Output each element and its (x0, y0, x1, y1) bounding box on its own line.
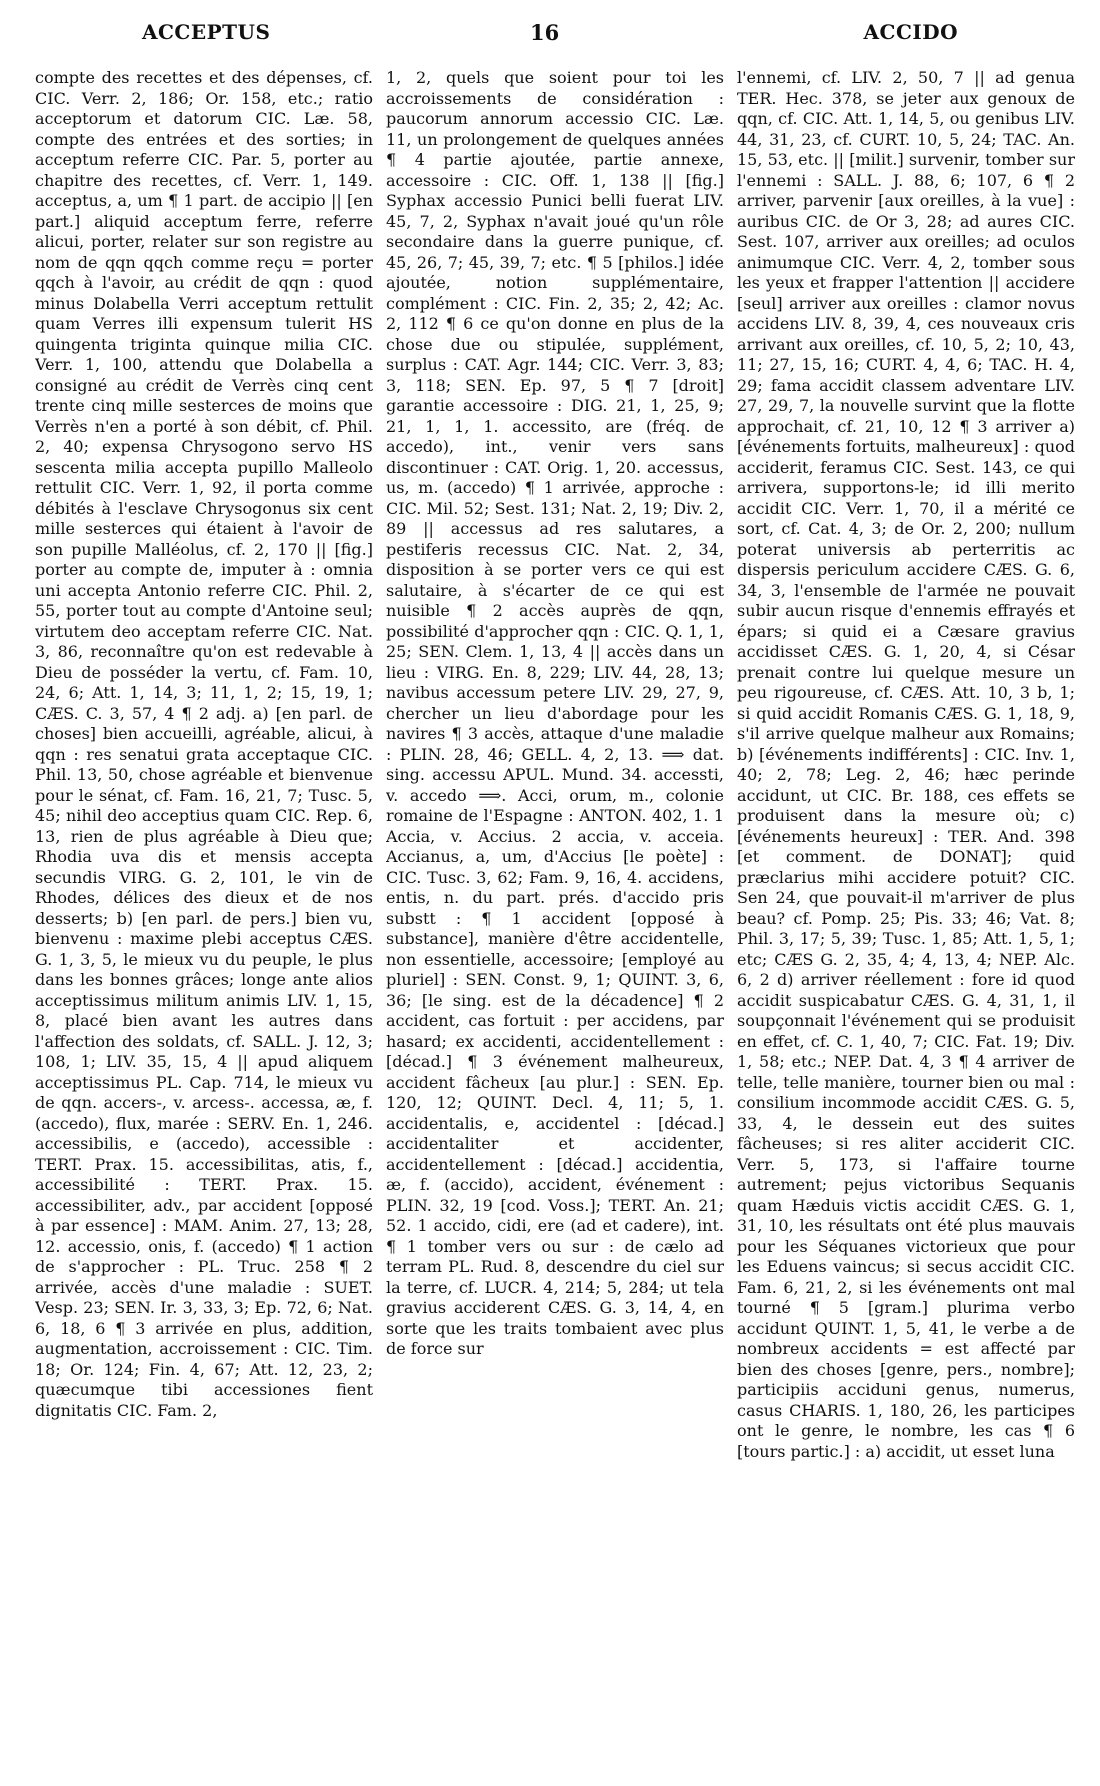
text-column-1 (35, 68, 373, 1768)
page-number: 16 (530, 20, 560, 45)
column-2-text: 1, 2, quels que soient pour toi les accroissements de considération : paucorum annorum accessio CIC. Læ. 11, un prolongement de quelques années ¶ 4 partie ajoutée, partie annexe, accessoire : CIC. Off. 1, 138 || [fig.] Syphax accessio Punici belli fuerat LIV. 45, 7, 2, Syphax n'avait joué qu'un rôle secondaire dans la guerre punique, cf. 45, 26, 7; 45, 39, 7; etc. ¶ 5 [philos.] idée ajoutée, notion supplémentaire, complément : CIC. Fin. 2, 35; 2, 42; Ac. 2, 112 ¶ 6 ce qu'on donne en plus de la chose due ou stipulée, supplément, surplus : CAT. Agr. 144; CIC. Verr. 3, 83; 3, 118; SEN. Ep. 97, 5 ¶ 7 [droit] garantie accessoire : DIG. 21, 1, 25, 9; 21, 1, 1, 1. accessito, are (fréq. de accedo), int., venir vers sans discontinuer : CAT. Orig. 1, 20. accessus, us, m. (accedo) ¶ 1 arrivée, approche : CIC. Mil. 52; Sest. 131; Nat. 2, 19; Div. 2, 89 || accessus ad res salutares, a pestiferis recessus CIC. Nat. 2, 34, disposition à se porter vers ce qui est salutaire, à s'écarter de ce qui est nuisible ¶ 2 accès auprès de qqn, possibilité d'approcher qqn : CIC. Q. 1, 1, 25; SEN. Clem. 1, 13, 4 || accès dans un lieu : VIRG. En. 8, 229; LIV. 44, 28, 13; navibus accessum petere LIV. 29, 27, 9, chercher un lieu d'abordage pour les navires ¶ 3 accès, attaque d'une maladie : PLIN. 28, 46; GELL. 4, 2, 13. ⟹ dat. sing. accessu APUL. Mund. 34. accessti, v. accedo ⟹. Acci, orum, m., colonie romaine de l'Espagne : ANTON. 402, 1. 1 Accia, v. Accius. 2 accia, v. acceia. Accianus, a, um, d'Accius [le poète] : CIC. Tusc. 3, 62; Fam. 9, 16, 4. accidens, entis, n. du part. prés. d'accido pris substt : ¶ 1 accident [opposé à substance], manière d'être accidentelle, non essentielle, accessoire; [employé au pluriel] : SEN. Const. 9, 1; QUINT. 3, 6, 36; [le sing. est de la décadence] ¶ 2 accident, cas fortuit : per accidens, par hasard; ex accidenti, accidentellement : [décad.] ¶ 3 événement malheureux, accident fâcheux [au plur.] : SEN. Ep. 120, 12; QUINT. Decl. 4, 11; 5, 1. accidentalis, e, accidentel : [décad.] accidentaliter et accidenter, accidentellement : [décad.] accidentia, æ, f. (accido), accident, événement : PLIN. 32, 19 [cod. Voss.]; TERT. An. 21; 52. 1 accido, cidi, ere (ad et cadere), int. ¶ 1 tomber vers ou sur : de cælo ad terram PL. Rud. 8, descendre du ciel sur la terre, cf. LUCR. 4, 214; 5, 284; ut tela gravius acciderent CÆS. G. 3, 14, 4, en sorte que les traits tombaient avec plus de force sur (386, 68, 724, 1358)
column-1-text: compte des recettes et des dépenses, cf. CIC. Verr. 2, 186; Or. 158, etc.; ratio acceptorum et datorum CIC. Læ. 58, compte des entrées et des sorties; in acceptum referre CIC. Par. 5, porter au chapitre des recettes, cf. Verr. 1, 149. acceptus, a, um ¶ 1 part. de accipio || [en part.] aliquid acceptum ferre, referre alicui, porter, relater sur son registre au nom de qqn qqch comme reçu = porter qqch à l'avoir, au crédit de qqn : quod minus Dolabella Verri acceptum rettulit quam Verres illi expensum tulerit HS quingenta triginta quinque milia CIC. Verr. 1, 100, attendu que Dolabella a consigné au crédit de Verrès cinq cent trente cinq mille sesterces de moins que Verrès n'en a porté à son débit, cf. Phil. 2, 40; expensa Chrysogono servo HS sescenta milia accepta pupillo Malleolo rettulit CIC. Verr. 1, 92, il porta comme débités à l'esclave Chrysogonus six cent mille sesterces qui étaient à l'avoir de son pupille Malléolus, cf. 2, 170 || [fig.] porter au compte de, imputer à : omnia uni accepta Antonio referre CIC. Phil. 2, 55, porter tout au compte d'Antoine seul; virtutem deo acceptam referre CIC. Nat. 3, 86, reconnaître qu'on est redevable à Dieu de posséder la vertu, cf. Fam. 10, 24, 6; Att. 1, 14, 3; 11, 1, 2; 15, 19, 1; CÆS. C. 3, 57, 4 ¶ 2 adj. a) [en parl. de choses] bien accueilli, agréable, alicui, à qqn : res senatui grata acceptaque CIC. Phil. 13, 50, chose agréable et bienvenue pour le sénat, cf. Fam. 16, 21, 7; Tusc. 5, 45; nihil deo acceptius quam CIC. Rep. 6, 13, rien de plus agréable à Dieu que; Rhodia uva dis et mensis accepta secundis VIRG. G. 2, 101, le vin de Rhodes, délices des dieux et de nos desserts; b) [en parl. de pers.] bien vu, bienvenu : maxime plebi acceptus CÆS. G. 1, 3, 5, le mieux vu du peuple, le plus dans les bonnes grâces; longe ante alios acceptissimus militum animis LIV. 1, 15, 8, placé bien avant les autres dans l'affection des soldats, cf. SALL. J. 12, 3; 108, 1; LIV. 35, 15, 4 || apud aliquem acceptissimus PL. Cap. 714, le mieux vu de qqn. accers-, v. arcess-. accessa, æ, f. (accedo), flux, marée : SERV. En. 1, 246. accessibilis, e (accedo), accessible : TERT. Prax. 15. accessibilitas, atis, f., accessibilité : TERT. Prax. 15. accessibiliter, adv., par accident [opposé à par essence] : MAM. Anim. 27, 13; 28, 12. accessio, onis, f. (accedo) ¶ 1 action de s'approcher : PL. Truc. 258 ¶ 2 arrivée, accès d'une maladie : SUET. Vesp. 23; SEN. Ir. 3, 33, 3; Ep. 72, 6; Nat. 6, 18, 6 ¶ 3 arrivée en plus, addition, augmentation, accroissement : CIC. Tim. 18; Or. 124; Fin. 4, 67; Att. 12, 23, 2; quæcumque tibi accessiones fient dignitatis CIC. Fam. 2, (35, 68, 373, 1420)
text-column-3 (737, 68, 1075, 1768)
column-3-text: l'ennemi, cf. LIV. 2, 50, 7 || ad genua TER. Hec. 378, se jeter aux genoux de qqn, cf. CIC. Att. 1, 14, 5, ou genibus LIV. 44, 31, 23, cf. CURT. 10, 5, 24; TAC. An. 15, 53, etc. || [milit.] survenir, tomber sur l'ennemi : SALL. J. 88, 6; 107, 6 ¶ 2 arriver, parvenir [aux oreilles, à la vue] : auribus CIC. de Or 3, 28; ad aures CIC. Sest. 107, arriver aux oreilles; ad oculos animumque CIC. Verr. 4, 2, tomber sous les yeux et frapper l'attention || accidere [seul] arriver aux oreilles : clamor novus accidens LIV. 8, 39, 4, ces nouveaux cris arrivant aux oreilles, cf. 10, 5, 2; 10, 43, 11; 27, 15, 16; CURT. 4, 4, 6; TAC. H. 4, 29; fama accidit classem adventare LIV. 27, 29, 7, la nouvelle survint que la flotte approchait, cf. 21, 10, 12 ¶ 3 arriver a) [événements fortuits, malheureux] : quod acciderit, feramus CIC. Sest. 143, ce qui arrivera, supportons-le; id illi merito accidit CIC. Verr. 1, 70, il a mérité ce sort, cf. Cat. 4, 3; de Or. 2, 200; nullum poterat universis ab perterritis ac dispersis periculum accidere CÆS. G. 6, 34, 3, l'ensemble de l'armée ne pouvait subir aucun risque d'ennemis effrayés et épars; si quid ei a Cæsare gravius accidisset CÆS. G. 1, 20, 4, si César prenait contre lui quelque mesure un peu rigoureuse, cf. CÆS. Att. 10, 3 b, 1; si quid accidit Romanis CÆS. G. 1, 18, 9, s'il arrive quelque malheur aux Romains; b) [événements indifférents] : CIC. Inv. 1, 40; 2, 78; Leg. 2, 46; hæc perinde accidunt, ut CIC. Br. 188, ces effets se produisent dans la mesure où; c) [événements heureux] : TER. And. 398 [et comment. de DONAT]; quid præclarius mihi accidere potuit? CIC. Sen 24, que pouvait-il m'arriver de plus beau? cf. Pomp. 25; Pis. 33; 46; Vat. 8; Phil. 3, 17; 5, 39; Tusc. 1, 85; Att. 1, 5, 1; etc; CÆS G. 2, 35, 4; 4, 13, 4; NEP. Alc. 6, 2 d) arriver réellement : fore id quod accidit suspicabatur CÆS. G. 4, 31, 1, il soupçonnait l'événement qui se produisit en effet, cf. C. 1, 40, 7; CIC. Fat. 19; Div. 1, 58; etc.; NEP. Dat. 4, 3 ¶ 4 arriver de telle, telle manière, tourner bien ou mal : consilium incommode accidit CÆS. G. 5, 33, 4, le dessein eut des suites fâcheuses; si res aliter acciderit CIC. Verr. 5, 173, si l'affaire tourne autrement; pejus victoribus Sequanis quam Hæduis victis accidit CÆS. G. 1, 31, 10, les résultats ont été plus mauvais pour les Séquanes victorieux que pour les Eduens vaincus; si secus accidit CIC. Fam. 6, 21, 2, si les événements ont mal tourné ¶ 5 [gram.] plurima verbo accidunt QUINT. 1, 5, 41, le verbe a de nombreux accidents = est affecté par bien des choses [genre, pers., nombre]; participiis acciduni genus, numerus, casus CHARIS. 1, 180, 26, les participes ont le genre, le nombre, les cas ¶ 6 [tours partic.] : a) accidit, ut esset luna (737, 68, 1075, 1461)
header-first-word: ACCEPTUS (142, 20, 271, 44)
text-column-2 (386, 68, 724, 1768)
header-last-word: ACCIDO (863, 20, 958, 44)
running-header (0, 20, 1100, 54)
